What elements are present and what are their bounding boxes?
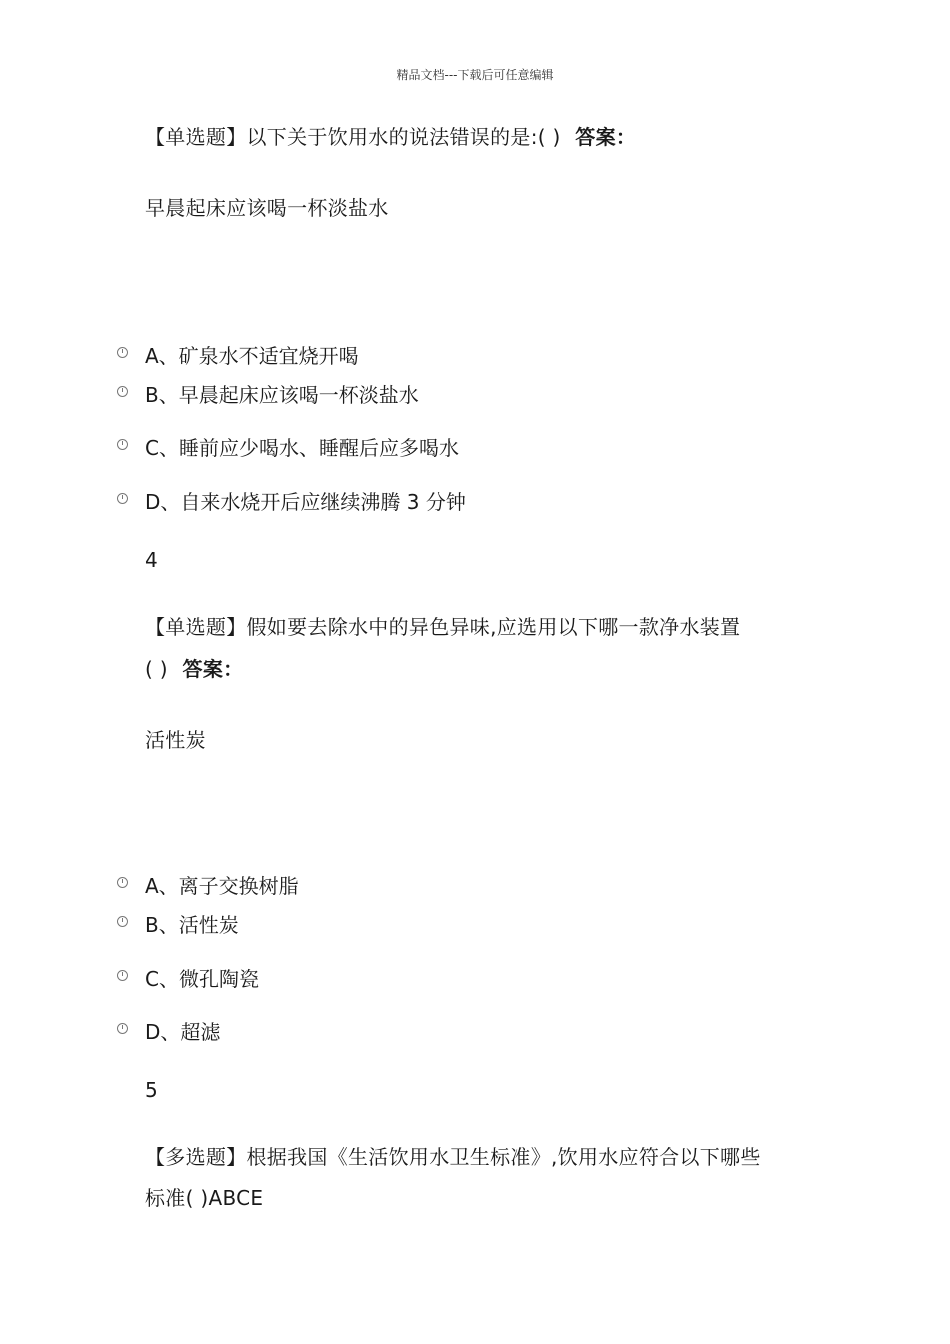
question-4-line-1 (145, 606, 740, 648)
question-1 (145, 116, 636, 158)
answer-label: 答案： (182, 657, 244, 681)
radio-icon[interactable] (117, 386, 128, 397)
question-text-continued: 标准( )ABCE (145, 1186, 264, 1210)
radio-icon[interactable] (117, 970, 128, 981)
question-4-line-2 (145, 648, 243, 690)
question-number: 4 (145, 548, 159, 572)
question-type-tag: 【单选题】 (145, 125, 247, 149)
question-type-tag: 【单选题】 (145, 615, 247, 639)
option-label: C、微孔陶瓷 (145, 967, 259, 991)
option-label: A、离子交换树脂 (145, 874, 299, 898)
radio-icon[interactable] (117, 493, 128, 504)
question-5-line-2 (145, 1177, 263, 1219)
question-5-line-1 (145, 1136, 761, 1178)
question-number: 5 (145, 1078, 159, 1102)
question-text: 根据我国《生活饮用水卫生标准》,饮用水应符合以下哪些 (246, 1145, 761, 1169)
option-label: B、早晨起床应该喝一杯淡盐水 (145, 383, 419, 407)
question-type-tag: 【多选题】 (145, 1145, 247, 1169)
question-text-continued: ( ) (145, 657, 168, 681)
answer-text: 早晨起床应该喝一杯淡盐水 (145, 196, 389, 220)
option-label: A、矿泉水不适宜烧开喝 (145, 344, 359, 368)
radio-icon[interactable] (117, 1023, 128, 1034)
radio-icon[interactable] (117, 347, 128, 358)
question-text: 假如要去除水中的异色异味,应选用以下哪一款净水装置 (246, 615, 741, 639)
option-label: D、超滤 (145, 1020, 221, 1044)
option-label: B、活性炭 (145, 913, 239, 937)
radio-icon[interactable] (117, 877, 128, 888)
page-header: 精品文档---下载后可任意编辑 (396, 68, 554, 82)
question-text: 以下关于饮用水的说法错误的是:( ) (246, 125, 561, 149)
answer-label: 答案： (575, 125, 637, 149)
option-label: C、睡前应少喝水、睡醒后应多喝水 (145, 436, 459, 460)
option-label: D、自来水烧开后应继续沸腾 3 分钟 (145, 490, 466, 514)
radio-icon[interactable] (117, 916, 128, 927)
answer-text: 活性炭 (145, 728, 206, 752)
radio-icon[interactable] (117, 439, 128, 450)
